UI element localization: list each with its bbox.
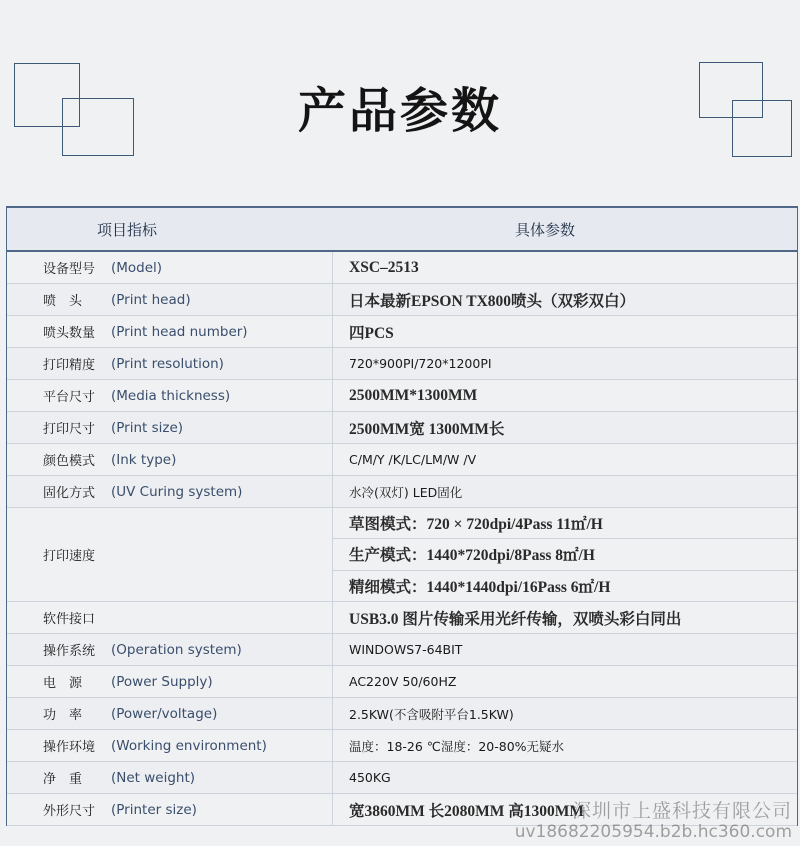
table-row [7,348,797,380]
row-label-zh: 操作系统 [43,644,96,659]
table-row [7,602,797,634]
row-label-en: (Print resolution) [111,355,224,372]
table-row [7,698,797,730]
row-label-zh: 净 重 [43,772,83,787]
row-label-en: (Operation system) [111,641,242,658]
row-value: 四PCS [349,324,394,342]
header-item: 项目指标 [97,220,158,239]
row-label-en: (Net weight) [111,769,196,786]
row-label-zh: 电 源 [43,676,83,691]
row-label-zh: 喷头数量 [43,326,96,341]
row-value: 水冷(双灯) LED固化 [349,484,463,500]
table-row [7,444,797,476]
row-value: 2.5KW(不含吸附平台1.5KW) [349,706,514,722]
row-value: C/M/Y /K/LC/LM/W /V [349,452,477,467]
row-label-zh: 操作环境 [43,740,96,755]
table-row [7,316,797,348]
row-value: 温度：18-26 ℃湿度：20-80%无疑水 [349,738,565,754]
watermark-url: uv18682205954.b2b.hc360.com [514,822,792,842]
row-label-zh: 打印精度 [43,358,96,373]
row-label-en: (Model) [111,259,163,276]
speed-mode-fine: 精细模式：1440*1440dpi/16Pass 6㎡/H [349,578,611,596]
table-row [7,412,797,444]
table-row [7,380,797,412]
row-label-zh: 设备型号 [43,262,96,277]
row-label-zh: 平台尺寸 [43,390,96,405]
row-label-zh: 颜色模式 [43,454,96,469]
table-row [7,634,797,666]
row-label-en: (Working environment) [111,737,267,754]
table-row [7,730,797,762]
row-label-en: (Print head) [111,291,191,308]
table-row-speed [7,508,797,602]
row-label-zh: 软件接口 [43,612,96,627]
row-value: XSC–2513 [349,258,419,276]
row-label-en: (Print head number) [111,323,248,340]
speed-mode-draft: 草图模式：720 × 720dpi/4Pass 11㎡/H [333,508,797,539]
speed-mode-production: 生产模式：1440*720dpi/8Pass 8㎡/H [333,539,797,570]
row-value: 450KG [349,770,391,785]
watermark-company: 深圳市上盛科技有限公司 [571,800,792,822]
row-label-zh: 打印速度 [43,549,96,564]
row-label-en: (Print size) [111,419,184,436]
page-title: 产品参数 [297,83,502,139]
table-row [7,252,797,284]
row-label-en: (Media thickness) [111,387,231,404]
row-label-en: (Printer size) [111,801,197,818]
row-label-zh: 外形尺寸 [43,804,96,819]
row-label-zh: 功 率 [43,708,83,723]
row-label-en: (Power Supply) [111,673,213,690]
row-label-en: (Power/voltage) [111,705,218,722]
row-label-en: (UV Curing system) [111,483,243,500]
row-value: AC220V 50/60HZ [349,674,457,689]
row-value: 宽3860MM 长2080MM 高1300MM [349,802,585,820]
table-row [7,666,797,698]
row-value: 2500MM*1300MM [349,386,478,404]
header-value: 具体参数 [514,220,575,239]
row-label-zh: 打印尺寸 [43,422,96,437]
row-value: 2500MM宽 1300MM长 [349,420,505,438]
row-label-en: (Ink type) [111,451,177,468]
spec-table [6,206,798,826]
table-row [7,284,797,316]
table-header [7,208,797,252]
table-row [7,762,797,794]
row-label-zh: 固化方式 [43,486,96,501]
row-value: 720*900PI/720*1200PI [349,356,492,371]
row-value: 日本最新EPSON TX800喷头（双彩双白） [349,292,636,310]
row-value: USB3.0 图片传输采用光纤传输，双喷头彩白同出 [349,610,682,628]
row-label-zh: 喷 头 [43,294,83,309]
row-value: WINDOWS7-64BIT [349,642,463,657]
table-row [7,476,797,508]
